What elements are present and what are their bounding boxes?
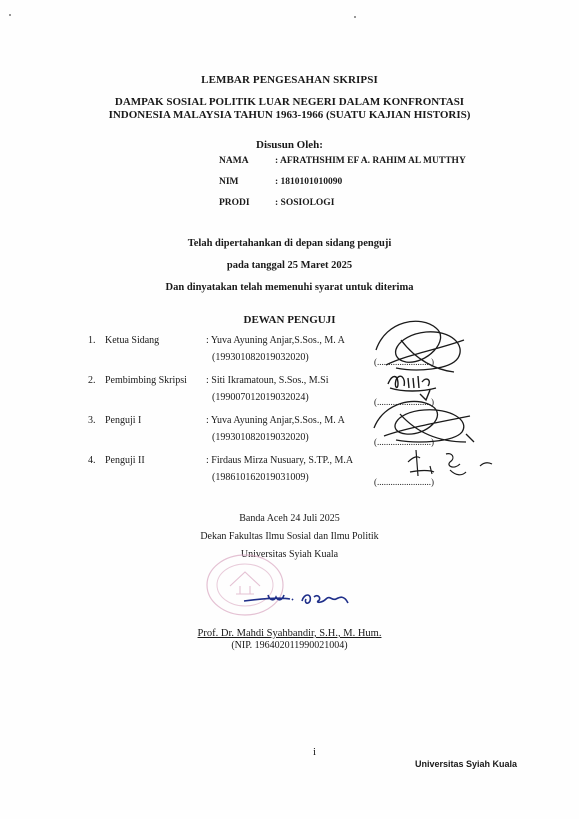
prodi-value: : SOSIOLOGI (275, 198, 335, 208)
dean-position: Dekan Fakultas Ilmu Sosial dan Ilmu Politik (200, 531, 379, 542)
author-name-row (219, 156, 466, 177)
examiner-number: 4. (88, 455, 96, 466)
author-info (219, 156, 466, 219)
examiner-item (88, 415, 508, 455)
examiner-number: 2. (88, 375, 96, 386)
defense-statement (0, 233, 579, 299)
author-prodi-row (219, 198, 466, 219)
thesis-title (0, 96, 579, 122)
university-stamp (200, 550, 290, 620)
thesis-title-line1: DAMPAK SOSIAL POLITIK LUAR NEGERI DALAM KONFRONTASI (114, 96, 465, 108)
scan-speck (9, 14, 11, 16)
examiner-number: 3. (88, 415, 96, 426)
examiner-role: Ketua Sidang (105, 335, 160, 346)
examiner-role: Penguji I (105, 415, 142, 426)
examiners-heading: DEWAN PENGUJI (243, 314, 336, 326)
page-number: i (312, 746, 317, 758)
examiner-nip: (199301082019032020) (212, 352, 309, 363)
dean-name-text: Prof. Dr. Mahdi Syahbandir, S.H., M. Hum. (197, 628, 382, 639)
thesis-title-line2: INDONESIA MALAYSIA TAHUN 1963-1966 (SUATU KAJIAN HISTORIS) (108, 109, 471, 121)
examiners-list (88, 335, 508, 495)
examiner-role: Pembimbing Skripsi (105, 375, 187, 386)
author-nim-row (219, 177, 466, 198)
signature-line: (........................) (374, 477, 434, 487)
dean-nip: (NIP. 196402011990021004) (231, 640, 348, 651)
place-date: Banda Aceh 24 Juli 2025 (239, 513, 340, 524)
examiner-name: : Siti Ikramatoun, S.Sos., M.Si (206, 375, 329, 386)
examiner-item (88, 335, 508, 375)
dean-name (0, 628, 579, 639)
examiner-name: : Firdaus Mirza Nusuary, S.TP., M.A (206, 455, 354, 466)
examiner-number: 1. (88, 335, 96, 346)
defense-line1: Telah dipertahankan di depan sidang penguji (187, 238, 392, 249)
examiner-item (88, 455, 508, 495)
signature-line: (........................) (374, 357, 434, 367)
name-label: NAMA (219, 156, 249, 166)
examiner-item (88, 375, 508, 415)
prodi-label: PRODI (219, 198, 250, 208)
signature-line: (........................) (374, 397, 434, 407)
examiner-name: : Yuva Ayuning Anjar,S.Sos., M. A (206, 415, 345, 426)
nim-value: : 1810101010090 (275, 177, 343, 187)
nim-label: NIM (219, 177, 239, 187)
defense-line2: pada tanggal 25 Maret 2025 (226, 260, 353, 271)
examiner-nip: (199301082019032020) (212, 432, 309, 443)
examiner-role: Penguji II (105, 455, 145, 466)
name-value: : AFRATHSHIM EF A. RAHIM AL MUTTHY (275, 156, 466, 166)
examiner-nip: (199007012019032024) (212, 392, 309, 403)
examiner-name: : Yuva Ayuning Anjar,S.Sos., M. A (206, 335, 345, 346)
institution-name: Universitas Syiah Kuala (240, 549, 339, 560)
examiner-nip: (198610162019031009) (212, 472, 309, 483)
document-title: LEMBAR PENGESAHAN SKRIPSI (201, 74, 378, 86)
scan-speck (354, 16, 356, 18)
authored-by-label: Disusun Oleh: (256, 139, 323, 151)
defense-line3: Dan dinyatakan telah memenuhi syarat untuk diterima (165, 282, 414, 293)
footer-university: Universitas Syiah Kuala (414, 759, 517, 769)
signature-line: (........................) (374, 437, 434, 447)
